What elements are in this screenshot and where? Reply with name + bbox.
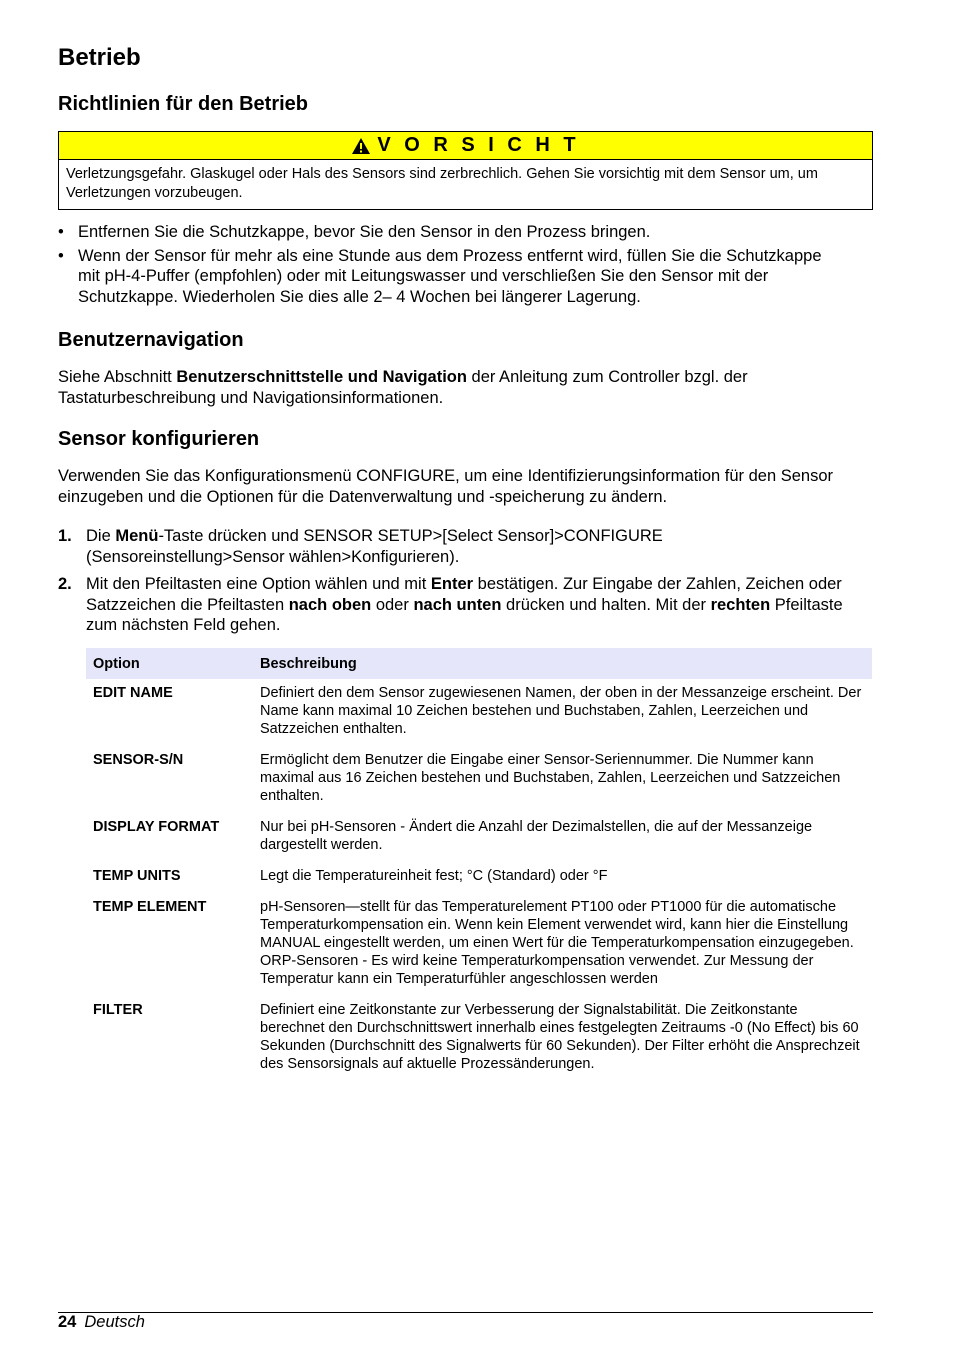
- text-span: -Taste drücken und SENSOR SETUP>[Select Sensor]>CONFIGURE (Sensoreinstellung>Sensor wählen>Konfigurieren).: [86, 527, 663, 566]
- option-cell: TEMP ELEMENT: [93, 899, 207, 915]
- description-cell: Legt die Temperatureinheit fest; °C (Standard) oder °F: [260, 868, 608, 884]
- text-span: Mit den Pfeiltasten eine Option wählen und mit: [86, 575, 431, 593]
- column-header-description: Beschreibung: [253, 648, 872, 679]
- footer-divider: [58, 1312, 873, 1313]
- option-cell: FILTER: [93, 1002, 143, 1018]
- bullet-icon: •: [58, 223, 64, 241]
- bold-text: rechten: [710, 595, 771, 614]
- table-row: [86, 862, 872, 893]
- bullet-icon: •: [58, 246, 64, 265]
- list-item: [58, 246, 848, 308]
- step-2: [58, 574, 858, 636]
- caution-text: Verletzungsgefahr. Glaskugel oder Hals des Sensors sind zerbrechlich. Gehen Sie vorsichtig mit dem Sensor um, um Verletzungen vorzubeugen.: [66, 166, 818, 201]
- bold-text: nach unten: [413, 595, 502, 614]
- table-header-row: [86, 648, 872, 679]
- footer-language: Deutsch: [84, 1313, 145, 1331]
- text-span: Siehe Abschnitt: [58, 368, 177, 386]
- option-cell: SENSOR-S/N: [93, 752, 184, 768]
- list-item-text: Entfernen Sie die Schutzkappe, bevor Sie den Sensor in den Prozess bringen.: [78, 223, 651, 241]
- table-row: [86, 746, 872, 813]
- page-number: 24: [58, 1313, 77, 1331]
- warning-triangle-icon: [351, 137, 371, 155]
- table-row: [86, 679, 872, 746]
- section-title-configure: Sensor konfigurieren: [58, 428, 260, 450]
- bold-text: Menü: [115, 527, 159, 545]
- table-row: [86, 813, 872, 862]
- table-row: [86, 996, 872, 1081]
- options-table: [86, 648, 872, 1081]
- text-span: drücken und halten. Mit der: [501, 595, 711, 614]
- configure-steps: [58, 526, 858, 643]
- navigation-paragraph: [58, 367, 858, 408]
- bold-text: Enter: [430, 575, 474, 593]
- caution-header: [59, 132, 872, 160]
- description-cell: Nur bei pH-Sensoren - Ändert die Anzahl der Dezimalstellen, die auf der Messanzeige dargestellt werden.: [260, 819, 813, 853]
- option-cell: TEMP UNITS: [93, 868, 181, 884]
- description-cell: Definiert den dem Sensor zugewiesenen Namen, der oben in der Messanzeige erscheint. Der Name kann maximal 10 Zeichen bestehen und Buchstaben, Zahlen, Leerzeichen und Satzzeichen enthalten.: [260, 685, 862, 737]
- step-1: [58, 526, 858, 567]
- step-number: 1.: [58, 527, 72, 545]
- page-footer: [58, 1313, 145, 1332]
- text-span: Die: [86, 527, 116, 545]
- page-title: Betrieb: [58, 44, 141, 71]
- caution-label: V O R S I C H T: [377, 134, 580, 156]
- column-header-option: Option: [86, 648, 253, 679]
- bold-text: Benutzerschnittstelle und Navigation: [176, 368, 467, 386]
- option-cell: DISPLAY FORMAT: [93, 819, 220, 835]
- text-span: der Anleitung zum Controller bzgl. der Tastaturbeschreibung und Navigationsinformationen.: [58, 368, 748, 407]
- guidelines-list: [58, 222, 848, 310]
- bold-text: nach oben: [288, 595, 372, 614]
- list-item: [58, 222, 848, 243]
- list-item-text: Wenn der Sensor für mehr als eine Stunde aus dem Prozess entfernt wird, füllen Sie die Schutzkappe mit pH-4-Puffer (empfohlen) oder mit Leitungswasser und verschließen Sie den Sensor mit der Schutzkappe. Wiederholen Sie dies alle 2– 4 Wochen bei längerer Lagerung.: [78, 246, 822, 306]
- option-cell: EDIT NAME: [93, 685, 173, 701]
- text-span: oder: [371, 595, 414, 614]
- text-span: bestätigen. Zur Eingabe der Zahlen, Zeichen oder Satzzeichen die Pfeiltasten: [86, 575, 842, 614]
- caution-box: [58, 131, 873, 210]
- section-title-navigation: Benutzernavigation: [58, 329, 244, 351]
- configure-intro: Verwenden Sie das Konfigurationsmenü CONFIGURE, um eine Identifizierungsinformation für den Sensor einzugeben und die Optionen für die Datenverwaltung und -speicherung zu ändern.: [58, 467, 833, 506]
- description-cell: Ermöglicht dem Benutzer die Eingabe einer Sensor-Seriennummer. Die Nummer kann maximal aus 16 Zeichen bestehen und Buchstaben, Zahlen, Leerzeichen und Satzzeichen enthalten.: [260, 752, 841, 804]
- description-cell: pH-Sensoren—stellt für das Temperaturelement PT100 oder PT1000 für die automatische Temperaturkompensation ein. Wenn kein Element verwendet wird, kann hier die Einstellung MANUAL eingestellt werden, um einen Wert für die Temperaturkompensation einzugegeben. ORP-Sensoren - Es wird keine Temperaturkompensation verwendet. Zur Messung der Temperatur kann ein Temperaturfühler angeschlossen werden: [260, 899, 854, 987]
- section-title-guidelines: Richtlinien für den Betrieb: [58, 93, 309, 115]
- description-cell: Definiert eine Zeitkonstante zur Verbesserung der Signalstabilität. Die Zeitkonstante berechnet den Durchschnittswert innerhalb eines festgelegten Zeitraums -0 (No Effect) bis 60 Sekunden (Durchschnitt des Signalwerts für 60 Sekunden). Der Filter erhöht die Ansprechzeit des Sensorsignals auf aktuelle Prozessänderungen.: [260, 1002, 860, 1072]
- step-number: 2.: [58, 575, 72, 593]
- table-row: [86, 893, 872, 996]
- text-span: Pfeiltaste zum nächsten Feld gehen.: [86, 595, 843, 634]
